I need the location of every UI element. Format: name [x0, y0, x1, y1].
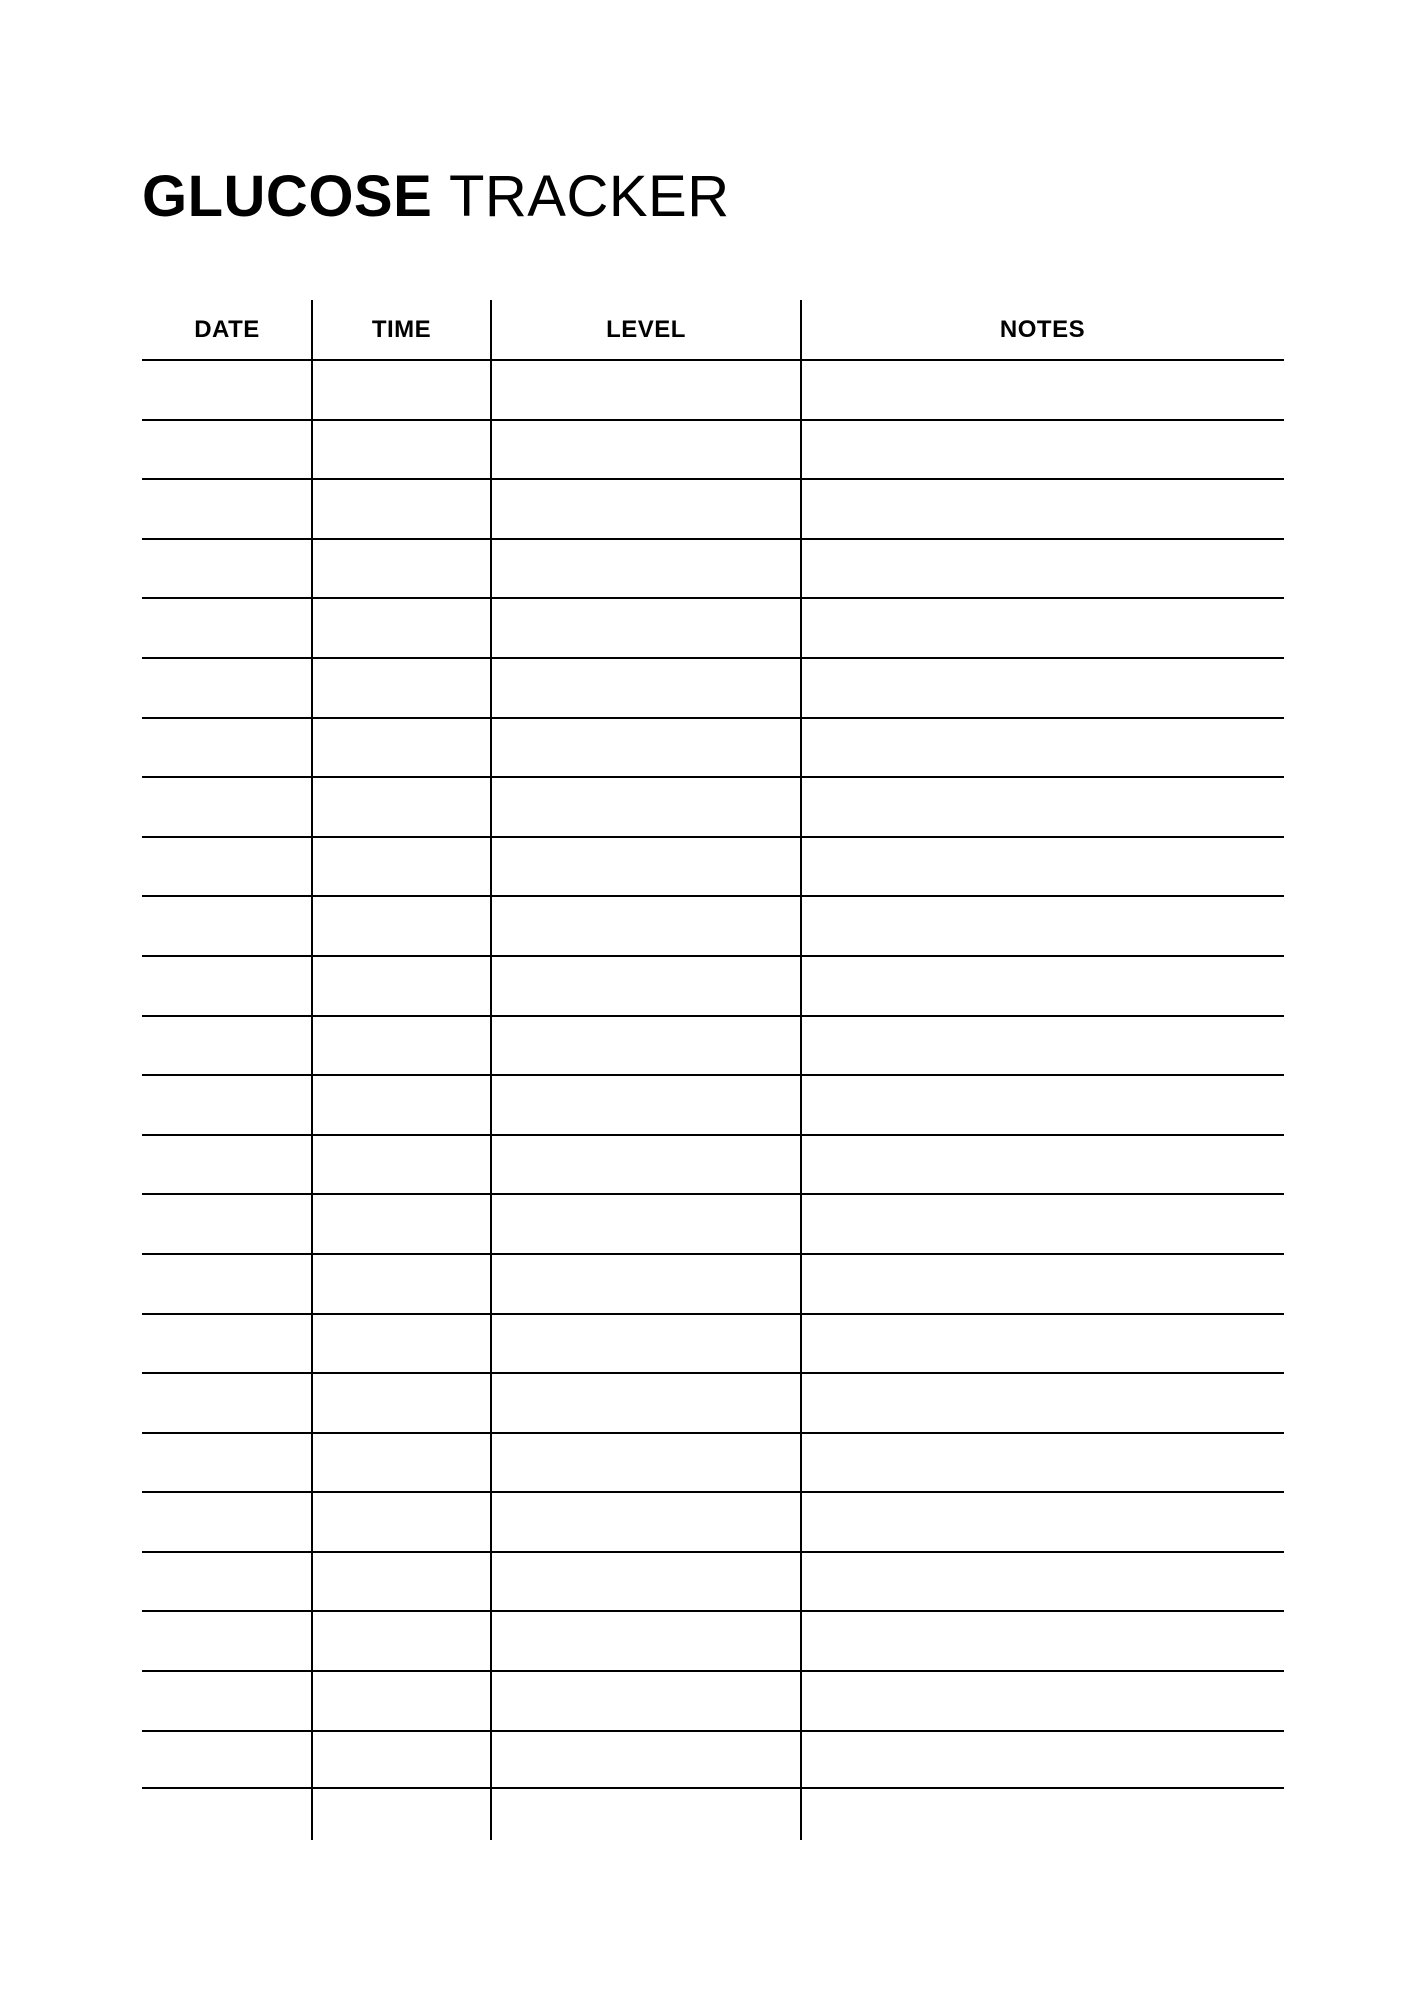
date-cell[interactable]: [142, 1255, 311, 1313]
date-cell[interactable]: [142, 421, 311, 479]
table-header-row: [142, 300, 1284, 360]
time-cell[interactable]: [313, 1493, 490, 1551]
title-regular-part: TRACKER: [448, 164, 730, 229]
level-cell[interactable]: [492, 957, 800, 1015]
time-cell[interactable]: [313, 838, 490, 896]
level-cell[interactable]: [492, 897, 800, 955]
table-row: [142, 1193, 1284, 1253]
notes-cell[interactable]: [802, 1732, 1284, 1788]
date-cell[interactable]: [142, 1136, 311, 1194]
time-cell[interactable]: [313, 719, 490, 777]
time-cell[interactable]: [313, 897, 490, 955]
level-cell[interactable]: [492, 1553, 800, 1611]
date-cell[interactable]: [142, 897, 311, 955]
table-row: [142, 478, 1284, 538]
time-cell[interactable]: [313, 361, 490, 419]
level-cell[interactable]: [492, 1434, 800, 1492]
date-cell[interactable]: [142, 1732, 311, 1788]
time-cell[interactable]: [313, 540, 490, 598]
date-cell[interactable]: [142, 1374, 311, 1432]
date-cell[interactable]: [142, 1315, 311, 1373]
table-row: [142, 776, 1284, 836]
notes-cell[interactable]: [802, 659, 1284, 717]
date-cell[interactable]: [142, 1612, 311, 1670]
notes-cell[interactable]: [802, 897, 1284, 955]
page-title: [142, 160, 730, 234]
notes-cell[interactable]: [802, 719, 1284, 777]
table-row: [142, 538, 1284, 598]
table-row: [142, 895, 1284, 955]
table-row: [142, 657, 1284, 717]
notes-cell[interactable]: [802, 778, 1284, 836]
level-cell[interactable]: [492, 1672, 800, 1730]
level-cell[interactable]: [492, 778, 800, 836]
notes-cell[interactable]: [802, 1612, 1284, 1670]
time-cell[interactable]: [313, 659, 490, 717]
notes-cell[interactable]: [802, 1076, 1284, 1134]
notes-cell[interactable]: [802, 1315, 1284, 1373]
date-cell[interactable]: [142, 1076, 311, 1134]
level-cell[interactable]: [492, 599, 800, 657]
notes-cell[interactable]: [802, 957, 1284, 1015]
time-cell[interactable]: [313, 480, 490, 538]
date-cell[interactable]: [142, 1553, 311, 1611]
level-cell[interactable]: [492, 480, 800, 538]
time-cell[interactable]: [313, 1195, 490, 1253]
title-bold-part: GLUCOSE: [142, 164, 433, 229]
table-row: [142, 419, 1284, 479]
notes-cell[interactable]: [802, 599, 1284, 657]
table-row: [142, 1432, 1284, 1492]
time-cell[interactable]: [313, 1076, 490, 1134]
date-cell[interactable]: [142, 1434, 311, 1492]
column-header-time: TIME: [371, 316, 432, 343]
date-cell[interactable]: [142, 719, 311, 777]
level-cell[interactable]: [492, 1732, 800, 1788]
date-cell[interactable]: [142, 1195, 311, 1253]
notes-cell[interactable]: [802, 540, 1284, 598]
level-cell[interactable]: [492, 540, 800, 598]
date-cell[interactable]: [142, 659, 311, 717]
date-cell[interactable]: [142, 361, 311, 419]
date-cell[interactable]: [142, 838, 311, 896]
glucose-tracker-table: [142, 300, 1284, 1840]
time-cell[interactable]: [313, 778, 490, 836]
level-cell[interactable]: [492, 421, 800, 479]
notes-cell[interactable]: [802, 421, 1284, 479]
table-row: [142, 1551, 1284, 1611]
time-cell[interactable]: [313, 599, 490, 657]
time-cell[interactable]: [313, 1374, 490, 1432]
table-row: [142, 836, 1284, 896]
time-cell[interactable]: [313, 1255, 490, 1313]
date-cell[interactable]: [142, 480, 311, 538]
date-cell[interactable]: [142, 599, 311, 657]
table-row: [142, 1313, 1284, 1373]
table-row: [142, 1074, 1284, 1134]
date-cell[interactable]: [142, 540, 311, 598]
level-cell[interactable]: [492, 1076, 800, 1134]
table-row: [142, 1610, 1284, 1670]
date-cell[interactable]: [142, 1493, 311, 1551]
notes-cell[interactable]: [802, 1136, 1284, 1194]
table-row: [142, 1253, 1284, 1313]
table-row: [142, 1372, 1284, 1432]
level-cell[interactable]: [492, 361, 800, 419]
time-cell[interactable]: [313, 1315, 490, 1373]
time-cell[interactable]: [313, 957, 490, 1015]
notes-cell[interactable]: [802, 1017, 1284, 1075]
level-cell[interactable]: [492, 1493, 800, 1551]
time-cell[interactable]: [313, 1672, 490, 1730]
time-cell[interactable]: [313, 1553, 490, 1611]
notes-cell[interactable]: [802, 1434, 1284, 1492]
level-cell[interactable]: [492, 1255, 800, 1313]
column-header-notes: NOTES: [999, 316, 1086, 343]
notes-cell[interactable]: [802, 838, 1284, 896]
level-cell[interactable]: [492, 1612, 800, 1670]
time-cell[interactable]: [313, 1017, 490, 1075]
table-row: [142, 597, 1284, 657]
table-row: [142, 955, 1284, 1015]
level-cell[interactable]: [492, 719, 800, 777]
table-body: [142, 359, 1284, 1789]
date-cell[interactable]: [142, 1017, 311, 1075]
time-cell[interactable]: [313, 1434, 490, 1492]
date-cell[interactable]: [142, 778, 311, 836]
table-row: [142, 359, 1284, 419]
notes-cell[interactable]: [802, 1255, 1284, 1313]
notes-cell[interactable]: [802, 480, 1284, 538]
time-cell[interactable]: [313, 1612, 490, 1670]
level-cell[interactable]: [492, 1195, 800, 1253]
level-cell[interactable]: [492, 838, 800, 896]
column-header-level: LEVEL: [606, 316, 686, 343]
table-row: [142, 1015, 1284, 1075]
level-cell[interactable]: [492, 659, 800, 717]
notes-cell[interactable]: [802, 1195, 1284, 1253]
date-cell[interactable]: [142, 957, 311, 1015]
notes-cell[interactable]: [802, 1553, 1284, 1611]
table-row: [142, 1730, 1284, 1790]
time-cell[interactable]: [313, 421, 490, 479]
table-row: [142, 1134, 1284, 1194]
time-cell[interactable]: [313, 1732, 490, 1788]
table-row: [142, 717, 1284, 777]
notes-cell[interactable]: [802, 1493, 1284, 1551]
column-header-date: DATE: [194, 316, 260, 343]
table-row: [142, 1491, 1284, 1551]
notes-cell[interactable]: [802, 1672, 1284, 1730]
notes-cell[interactable]: [802, 361, 1284, 419]
table-row: [142, 1670, 1284, 1730]
level-cell[interactable]: [492, 1136, 800, 1194]
notes-cell[interactable]: [802, 1374, 1284, 1432]
date-cell[interactable]: [142, 1672, 311, 1730]
level-cell[interactable]: [492, 1017, 800, 1075]
level-cell[interactable]: [492, 1374, 800, 1432]
time-cell[interactable]: [313, 1136, 490, 1194]
level-cell[interactable]: [492, 1315, 800, 1373]
